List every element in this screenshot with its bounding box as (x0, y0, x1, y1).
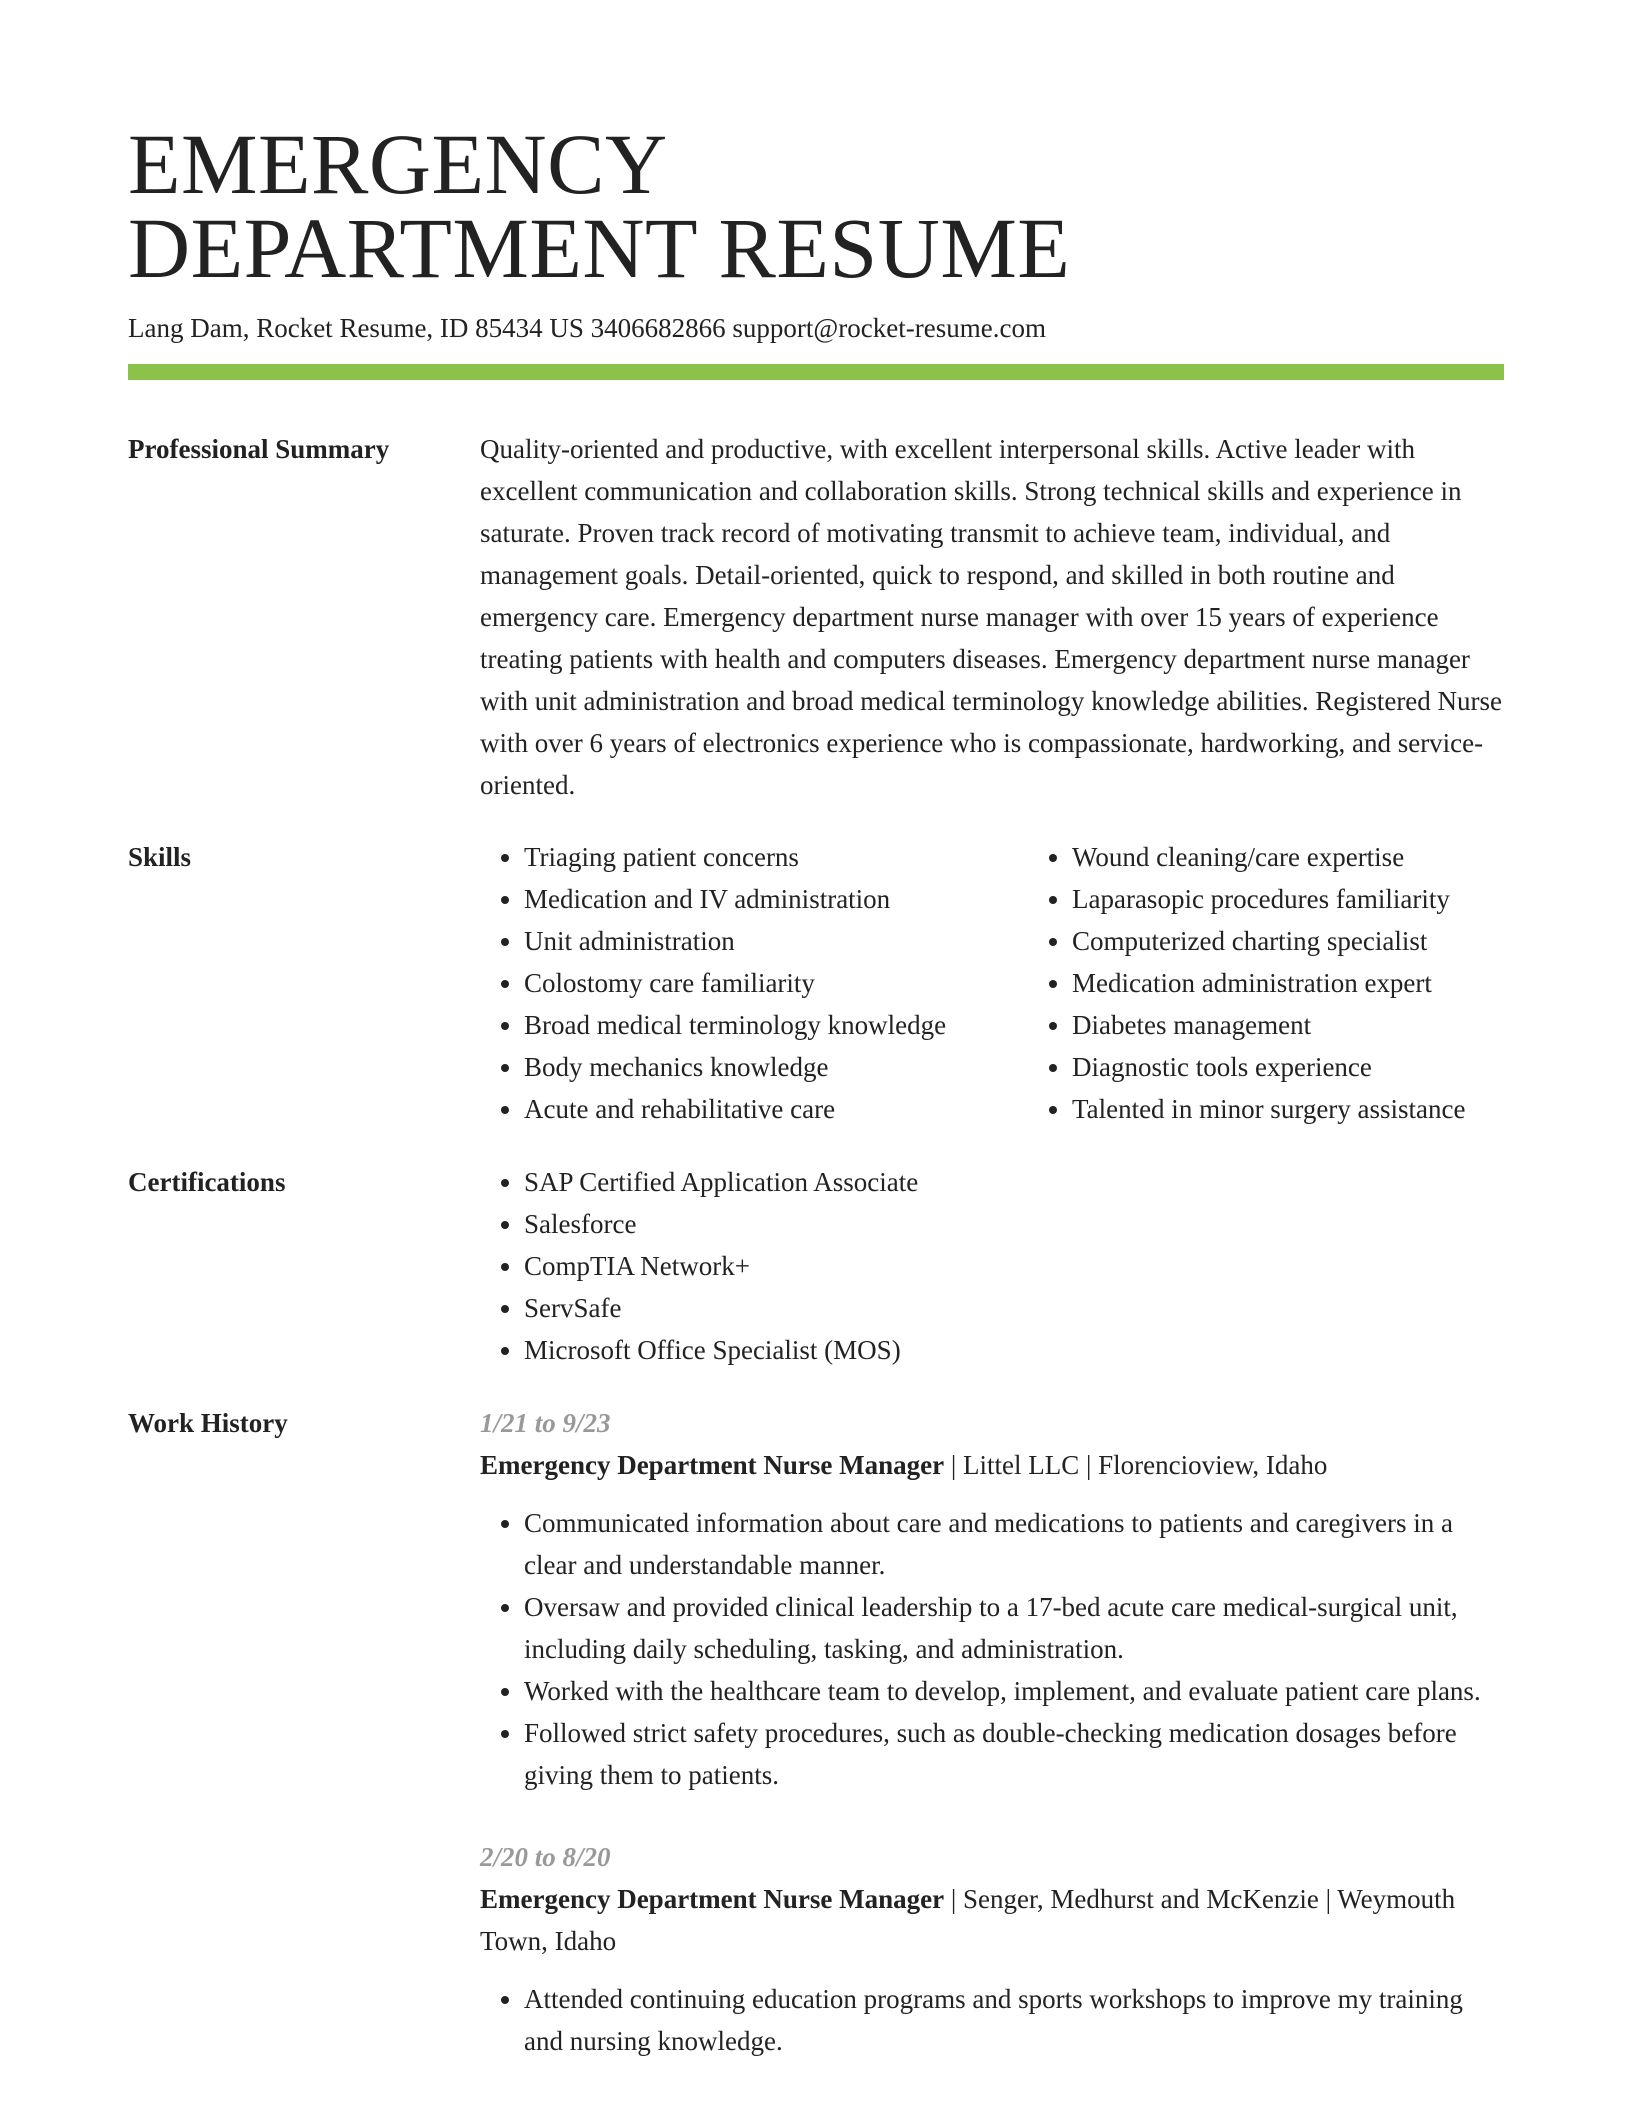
job-title: Emergency Department Nurse Manager (480, 1450, 945, 1480)
job-heading (480, 1878, 1504, 1962)
job-bullet: • Worked with the healthcare team to develop, implement, and evaluate patient care plans. (524, 1670, 1504, 1712)
skill-item: • Wound cleaning/care expertise (1072, 836, 1572, 878)
resume-title-line-1: EMERGENCY (128, 116, 668, 212)
certification-item: • ServSafe (524, 1287, 1504, 1329)
skill-item: • Acute and rehabilitative care (524, 1088, 1028, 1130)
skill-item: • Talented in minor surgery assistance (1072, 1088, 1572, 1130)
skill-item: • Unit administration (524, 920, 1028, 962)
skill-item: • Computerized charting specialist (1072, 920, 1572, 962)
skills-list-right (1028, 836, 1572, 1130)
certification-item: • Microsoft Office Specialist (MOS) (524, 1329, 1504, 1371)
job-bullets (480, 1502, 1504, 1796)
certification-item: • Salesforce (524, 1203, 1504, 1245)
job-bullet: • Oversaw and provided clinical leadership to a 17-bed acute care medical-surgical unit, including daily scheduling, tasking, and administration. (524, 1586, 1504, 1670)
job-bullet: • Communicated information about care and medications to patients and caregivers in a clear and understandable manner. (524, 1502, 1504, 1586)
resume-title-line-2: DEPARTMENT RESUME (128, 200, 1071, 296)
accent-divider (128, 364, 1504, 380)
contact-line: Lang Dam, Rocket Resume, ID 85434 US 3406682866 support@rocket-resume.com (128, 313, 1046, 343)
skill-item: • Triaging patient concerns (524, 836, 1028, 878)
job-details: | Senger, Medhurst and McKenzie | Weymouth Town, Idaho (480, 1884, 1456, 1956)
job-details: | Littel LLC | Florencioview, Idaho (944, 1450, 1328, 1480)
job-entry (480, 1402, 1504, 1796)
skills-list-left (480, 836, 1028, 1130)
skill-item: • Diabetes management (1072, 1004, 1572, 1046)
skill-item: • Colostomy care familiarity (524, 962, 1028, 1004)
job-bullets (480, 1978, 1504, 2062)
skill-item: • Broad medical terminology knowledge (524, 1004, 1028, 1046)
resume-title (128, 116, 1504, 296)
skill-item: • Laparasopic procedures familiarity (1072, 878, 1572, 920)
job-entry (480, 1836, 1504, 2062)
job-dates: 2/20 to 8/20 (480, 1842, 611, 1872)
skill-item: • Medication administration expert (1072, 962, 1572, 1004)
skills-label: Skills (128, 842, 192, 872)
certifications-label: Certifications (128, 1167, 286, 1197)
skills-section (128, 836, 1504, 1130)
summary-section (128, 428, 1504, 806)
job-heading (480, 1444, 1504, 1486)
certification-item: • CompTIA Network+ (524, 1245, 1504, 1287)
certifications-section (128, 1161, 1504, 1371)
summary-text: Quality-oriented and productive, with excellent interpersonal skills. Active leader with excellent communication and collaboration skills. Strong technical skills and experience in saturate. Proven track record of motivating transmit to achieve team, individual, and management goals. Detail-oriented, quick to respond, and skilled in both routine and emergency care. Emergency department nurse manager with over 15 years of experience treating patients with health and computers diseases. Emergency department nurse manager with unit administration and broad medical terminology knowledge abilities. Registered Nurse with over 6 years of electronics experience who is compassionate, hardworking, and service-oriented. (480, 434, 1503, 800)
job-bullet: • Followed strict safety procedures, such as double-checking medication dosages before giving them to patients. (524, 1712, 1504, 1796)
skill-item: • Diagnostic tools experience (1072, 1046, 1572, 1088)
skill-item: • Body mechanics knowledge (524, 1046, 1028, 1088)
work-history-section (128, 1402, 1504, 2062)
work-history-label: Work History (128, 1408, 288, 1438)
job-bullet: • Attended continuing education programs and sports workshops to improve my training and nursing knowledge. (524, 1978, 1504, 2062)
skill-item: • Medication and IV administration (524, 878, 1028, 920)
certification-item: • SAP Certified Application Associate (524, 1161, 1504, 1203)
summary-label: Professional Summary (128, 434, 390, 464)
job-dates: 1/21 to 9/23 (480, 1408, 611, 1438)
resume-page (128, 116, 1504, 2062)
certifications-list (480, 1161, 1504, 1371)
job-title: Emergency Department Nurse Manager (480, 1884, 945, 1914)
